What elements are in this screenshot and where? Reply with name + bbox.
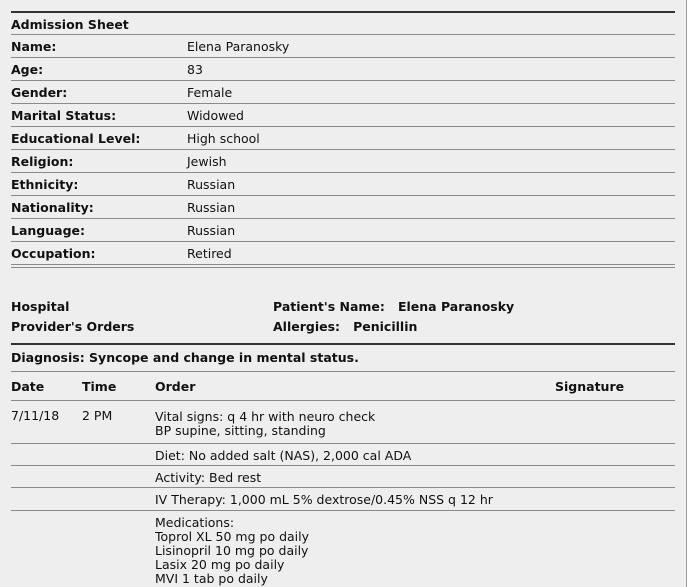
title-rule [11, 34, 675, 35]
field-label: Gender: [11, 85, 68, 100]
field-row-gender [11, 82, 675, 104]
field-value: Retired [187, 246, 232, 261]
allergies-line [273, 319, 417, 334]
column-header-date: Date [11, 379, 45, 394]
order-text: Diet: No added salt (NAS), 2,000 cal ADA [155, 448, 412, 463]
order-text: Medications: Toprol XL 50 mg po daily Lisinopril 10 mg po daily Lasix 20 mg po daily MVI 1 tab po daily [155, 515, 310, 586]
diagnosis-text: Diagnosis: Syncope and change in mental status. [11, 350, 359, 365]
diagnosis-rule [11, 371, 675, 372]
patient-name-label: Patient's Name: [273, 299, 385, 314]
header-rule [11, 400, 675, 401]
field-row-name [11, 36, 675, 58]
field-value: 83 [187, 62, 203, 77]
order-date: 7/11/18 [11, 408, 60, 423]
patient-name-value: Elena Paranosky [397, 299, 515, 314]
top-rule [11, 11, 675, 13]
field-label: Religion: [11, 154, 74, 169]
allergies-label: Allergies: [273, 319, 341, 334]
column-header-time: Time [82, 379, 117, 394]
field-label: Nationality: [11, 200, 94, 215]
field-row-age [11, 59, 675, 81]
field-label: Ethnicity: [11, 177, 79, 192]
field-row-language [11, 220, 675, 242]
order-rule [11, 465, 675, 466]
field-row-religion [11, 151, 675, 173]
order-time: 2 PM [82, 408, 113, 423]
field-value: Russian [187, 200, 236, 215]
section-rule [11, 267, 675, 268]
patient-name-line [273, 299, 514, 314]
order-rule [11, 487, 675, 488]
order-text: IV Therapy: 1,000 mL 5% dextrose/0.45% NSS q 12 hr [155, 492, 493, 507]
hospital-label: Hospital [11, 299, 70, 314]
allergies-value: Penicillin [353, 319, 418, 334]
field-value: Russian [187, 223, 236, 238]
field-value: Female [187, 85, 233, 100]
field-row-marital-status [11, 105, 675, 127]
field-value: High school [187, 131, 260, 146]
column-header-order: Order [155, 379, 196, 394]
field-row-nationality [11, 197, 675, 219]
field-value: Widowed [187, 108, 244, 123]
providers-orders-label: Provider's Orders [11, 319, 135, 334]
field-label: Name: [11, 39, 57, 54]
column-header-signature: Signature [555, 379, 625, 394]
field-row-educational-level [11, 128, 675, 150]
field-value: Jewish [187, 154, 227, 169]
order-text: Activity: Bed rest [155, 470, 262, 485]
admission-title: Admission Sheet [11, 17, 129, 32]
field-value: Russian [187, 177, 236, 192]
field-label: Language: [11, 223, 86, 238]
field-label: Marital Status: [11, 108, 117, 123]
field-label: Educational Level: [11, 131, 141, 146]
diagnosis-top-rule [11, 343, 675, 345]
field-row-ethnicity [11, 174, 675, 196]
order-rule [11, 510, 675, 511]
field-label: Occupation: [11, 246, 96, 261]
field-row-occupation [11, 243, 675, 265]
field-label: Age: [11, 62, 44, 77]
field-value: Elena Paranosky [187, 39, 290, 54]
order-text: Vital signs: q 4 hr with neuro check BP supine, sitting, standing [155, 409, 376, 438]
order-rule [11, 443, 675, 444]
